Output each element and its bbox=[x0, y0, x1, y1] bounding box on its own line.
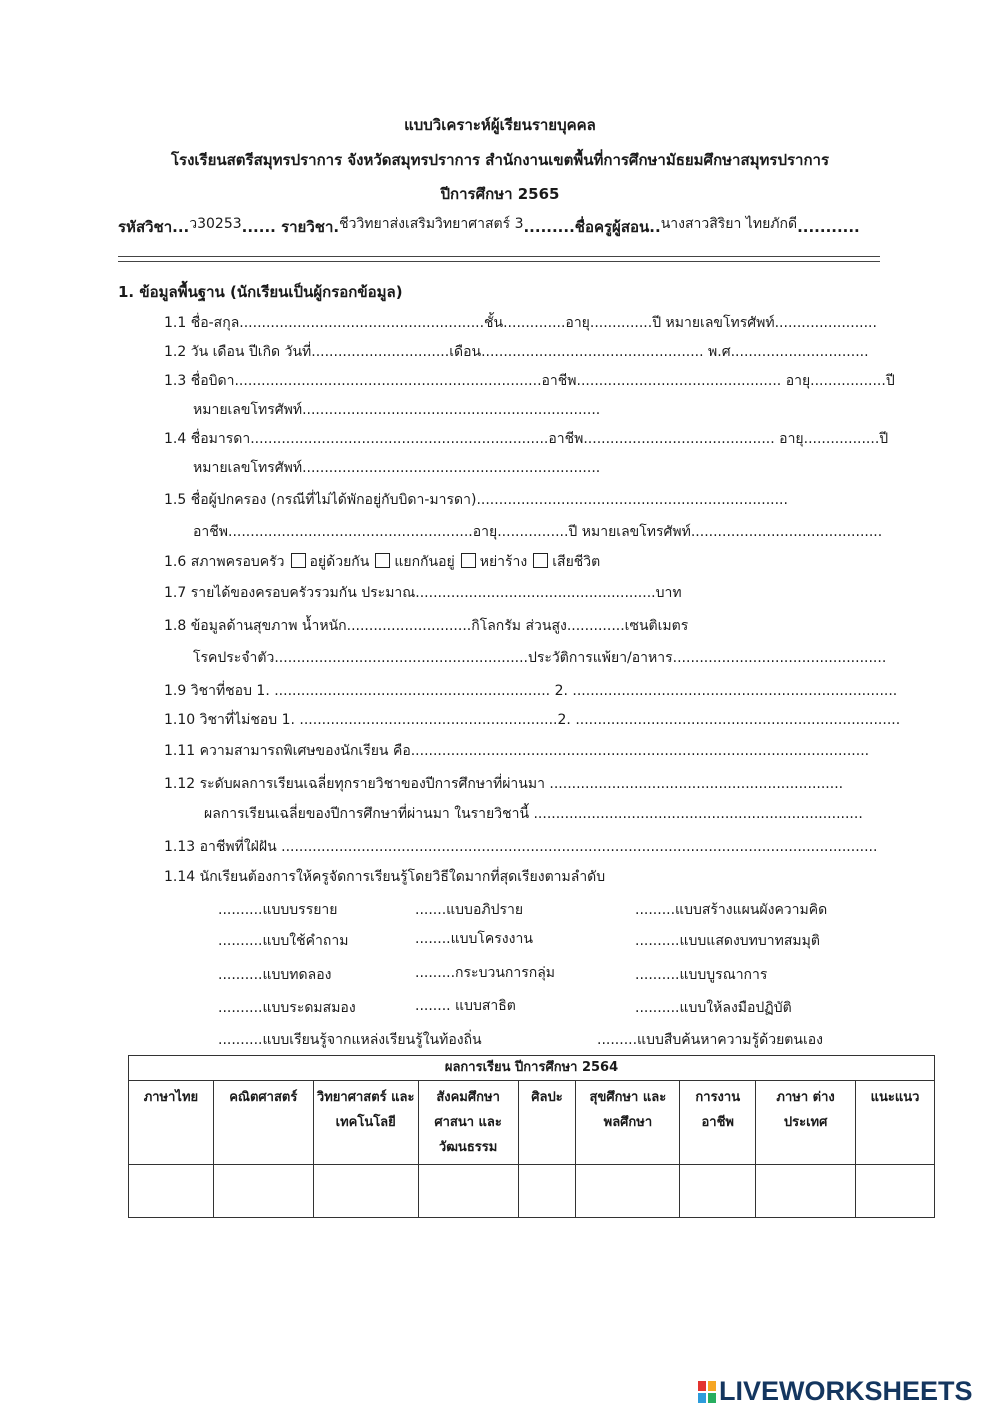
brand-text: LIVEWORKSHEETS bbox=[719, 1376, 973, 1406]
field-1-14: 1.14 นักเรียนต้องการให้ครูจัดการเรียนรู้โดยวิธีใดมากที่สุดเรียงตามลำดับ bbox=[164, 869, 606, 885]
divider-top bbox=[118, 256, 880, 257]
grade-cell[interactable] bbox=[680, 1165, 756, 1218]
col-art: ศิลปะ bbox=[518, 1081, 576, 1165]
section-heading: 1. ข้อมูลพื้นฐาน (นักเรียนเป็นผู้กรอกข้อมูล) bbox=[118, 283, 403, 301]
option-together: อยู่ด้วยกัน bbox=[309, 554, 370, 570]
school-line: โรงเรียนสตรีสมุทรปราการ จังหวัดสมุทรปราการ สำนักงานเขตพื้นที่การศึกษามัธยมศึกษาสมุทรปราการ bbox=[170, 151, 830, 169]
results-table bbox=[128, 1055, 935, 1218]
checkbox-divorced[interactable] bbox=[461, 553, 476, 568]
field-1-9[interactable]: 1.9 วิชาที่ชอบ 1. .............................................................. 2. ......................................................................... bbox=[164, 683, 898, 699]
subject-value: ชีววิทยาส่งเสริมวิทยาศาสตร์ 3 bbox=[339, 216, 524, 232]
course-info: รหัสวิชา...ว30253...... รายวิชา.ชีววิทยาส่งเสริมวิทยาศาสตร์ 3.........ชื่อครูผู้สอน..นางสาวสิริยา ไทยภักดี........... bbox=[118, 216, 860, 236]
teacher-label: ชื่อครูผู้สอน bbox=[574, 218, 650, 236]
field-1-7[interactable]: 1.7 รายได้ของครอบครัวรวมกัน ประมาณ......................................................บาท bbox=[164, 585, 682, 601]
field-1-8-disease[interactable]: โรคประจำตัว.........................................................ประวัติการแพ้ยา/อาหาร................................................ bbox=[193, 650, 887, 666]
option-divorced: หย่าร้าง bbox=[479, 554, 528, 570]
option-deceased: เสียชีวิต bbox=[552, 554, 601, 570]
method-integrated[interactable]: ..........แบบบูรณาการ bbox=[635, 967, 768, 983]
grade-cell[interactable] bbox=[313, 1165, 418, 1218]
method-demonstration[interactable]: ........ แบบสาธิต bbox=[415, 998, 516, 1014]
checkbox-together[interactable] bbox=[291, 553, 306, 568]
results-input-row bbox=[129, 1165, 935, 1218]
method-project[interactable]: ........แบบโครงงาน bbox=[415, 931, 533, 947]
method-hands-on[interactable]: ..........แบบให้ลงมือปฏิบัติ bbox=[635, 1000, 792, 1016]
field-1-3-phone[interactable]: หมายเลขโทรศัพท์................................................................... bbox=[193, 402, 601, 418]
academic-year: ปีการศึกษา 2565 bbox=[440, 185, 560, 203]
method-roleplay[interactable]: ..........แบบแสดงบทบาทสมมุติ bbox=[635, 933, 820, 949]
field-1-10[interactable]: 1.10 วิชาที่ไม่ชอบ 1. ..........................................................2. ......................................................................... bbox=[164, 712, 901, 728]
method-self-inquiry[interactable]: .........แบบสืบค้นหาความรู้ด้วยตนเอง bbox=[597, 1032, 823, 1048]
col-health: สุขศึกษา และพลศึกษา bbox=[576, 1081, 680, 1165]
checkbox-separated[interactable] bbox=[375, 553, 390, 568]
method-lecture[interactable]: ..........แบบบรรยาย bbox=[218, 902, 338, 918]
method-group-process[interactable]: .........กระบวนการกลุ่ม bbox=[415, 965, 556, 981]
col-thai: ภาษาไทย bbox=[129, 1081, 214, 1165]
results-header-row bbox=[129, 1081, 935, 1165]
document-title: แบบวิเคราะห์ผู้เรียนรายบุคคล bbox=[404, 116, 596, 134]
divider-bottom bbox=[118, 261, 880, 262]
col-career: การงาน อาชีพ bbox=[680, 1081, 756, 1165]
grade-cell[interactable] bbox=[518, 1165, 576, 1218]
grade-cell[interactable] bbox=[856, 1165, 935, 1218]
field-1-13[interactable]: 1.13 อาชีพที่ใฝ่ฝัน ...................................................................................................................................... bbox=[164, 839, 878, 855]
liveworksheets-icon bbox=[698, 1381, 716, 1403]
liveworksheets-logo bbox=[698, 1376, 973, 1407]
field-1-4[interactable]: 1.4 ชื่อมารดา...................................................................อาชีพ........................................... อายุ.................ปี bbox=[164, 431, 889, 447]
results-table-title: ผลการเรียน ปีการศึกษา 2564 bbox=[129, 1056, 935, 1081]
field-1-6 bbox=[164, 551, 600, 573]
course-code-label: รหัสวิชา bbox=[118, 218, 173, 236]
method-questioning[interactable]: ..........แบบใช้คำถาม bbox=[218, 933, 349, 949]
checkbox-deceased[interactable] bbox=[533, 553, 548, 568]
field-1-2[interactable]: 1.2 วัน เดือน ปีเกิด วันที่...............................เดือน.................................................. พ.ศ............................... bbox=[164, 344, 869, 360]
field-1-3[interactable]: 1.3 ชื่อบิดา.....................................................................อาชีพ.............................................. อายุ.................ปี bbox=[164, 373, 895, 389]
field-1-5-occupation[interactable]: อาชีพ.......................................................อายุ................ปี หมายเลขโทรศัพท์........................................... bbox=[193, 524, 883, 540]
grade-cell[interactable] bbox=[756, 1165, 856, 1218]
grade-cell[interactable] bbox=[418, 1165, 518, 1218]
grade-cell[interactable] bbox=[129, 1165, 214, 1218]
method-experiment[interactable]: ..........แบบทดลอง bbox=[218, 967, 332, 983]
course-code-value: ว30253 bbox=[189, 216, 242, 232]
field-1-5[interactable]: 1.5 ชื่อผู้ปกครอง (กรณีที่ไม่ได้พักอยู่กับบิดา-มารดา)...................................................................... bbox=[164, 492, 788, 508]
method-mindmap[interactable]: .........แบบสร้างแผนผังความคิด bbox=[635, 902, 828, 918]
col-science: วิทยาศาสตร์ และ เทคโนโลยี bbox=[313, 1081, 418, 1165]
family-status-label: 1.6 สภาพครอบครัว bbox=[164, 554, 285, 570]
field-1-8[interactable]: 1.8 ข้อมูลด้านสุขภาพ น้ำหนัก............................กิโลกรัม ส่วนสูง.............เซนติเมตร bbox=[164, 618, 689, 634]
field-1-1[interactable]: 1.1 ชื่อ-สกุล.......................................................ชั้น..............อายุ..............ปี หมายเลขโทรศัพท์....................... bbox=[164, 315, 877, 331]
field-1-4-phone[interactable]: หมายเลขโทรศัพท์................................................................... bbox=[193, 460, 601, 476]
teacher-value: นางสาวสิริยา ไทยภักดี bbox=[660, 216, 798, 232]
grade-cell[interactable] bbox=[576, 1165, 680, 1218]
col-social: สังคมศึกษา ศาสนา และ วัฒนธรรม bbox=[418, 1081, 518, 1165]
col-math: คณิตศาสตร์ bbox=[213, 1081, 313, 1165]
subject-label: รายวิชา bbox=[281, 218, 334, 236]
col-foreign: ภาษา ต่างประเทศ bbox=[756, 1081, 856, 1165]
col-guidance: แนะแนว bbox=[856, 1081, 935, 1165]
field-1-12-subject[interactable]: ผลการเรียนเฉลี่ยของปีการศึกษาที่ผ่านมา ในรายวิชานี้ .......................................................................... bbox=[204, 806, 863, 822]
field-1-12[interactable]: 1.12 ระดับผลการเรียนเฉลี่ยทุกรายวิชาของปีการศึกษาที่ผ่านมา .................................................................. bbox=[164, 776, 844, 792]
grade-cell[interactable] bbox=[213, 1165, 313, 1218]
field-1-11[interactable]: 1.11 ความสามารถพิเศษของนักเรียน คือ....................................................................................................... bbox=[164, 743, 870, 759]
option-separated: แยกกันอยู่ bbox=[394, 554, 455, 570]
method-brainstorm[interactable]: ..........แบบระดมสมอง bbox=[218, 1000, 356, 1016]
method-discussion[interactable]: .......แบบอภิปราย bbox=[415, 902, 524, 918]
method-local-learning[interactable]: ..........แบบเรียนรู้จากแหล่งเรียนรู้ในท้องถิ่น bbox=[218, 1032, 482, 1048]
